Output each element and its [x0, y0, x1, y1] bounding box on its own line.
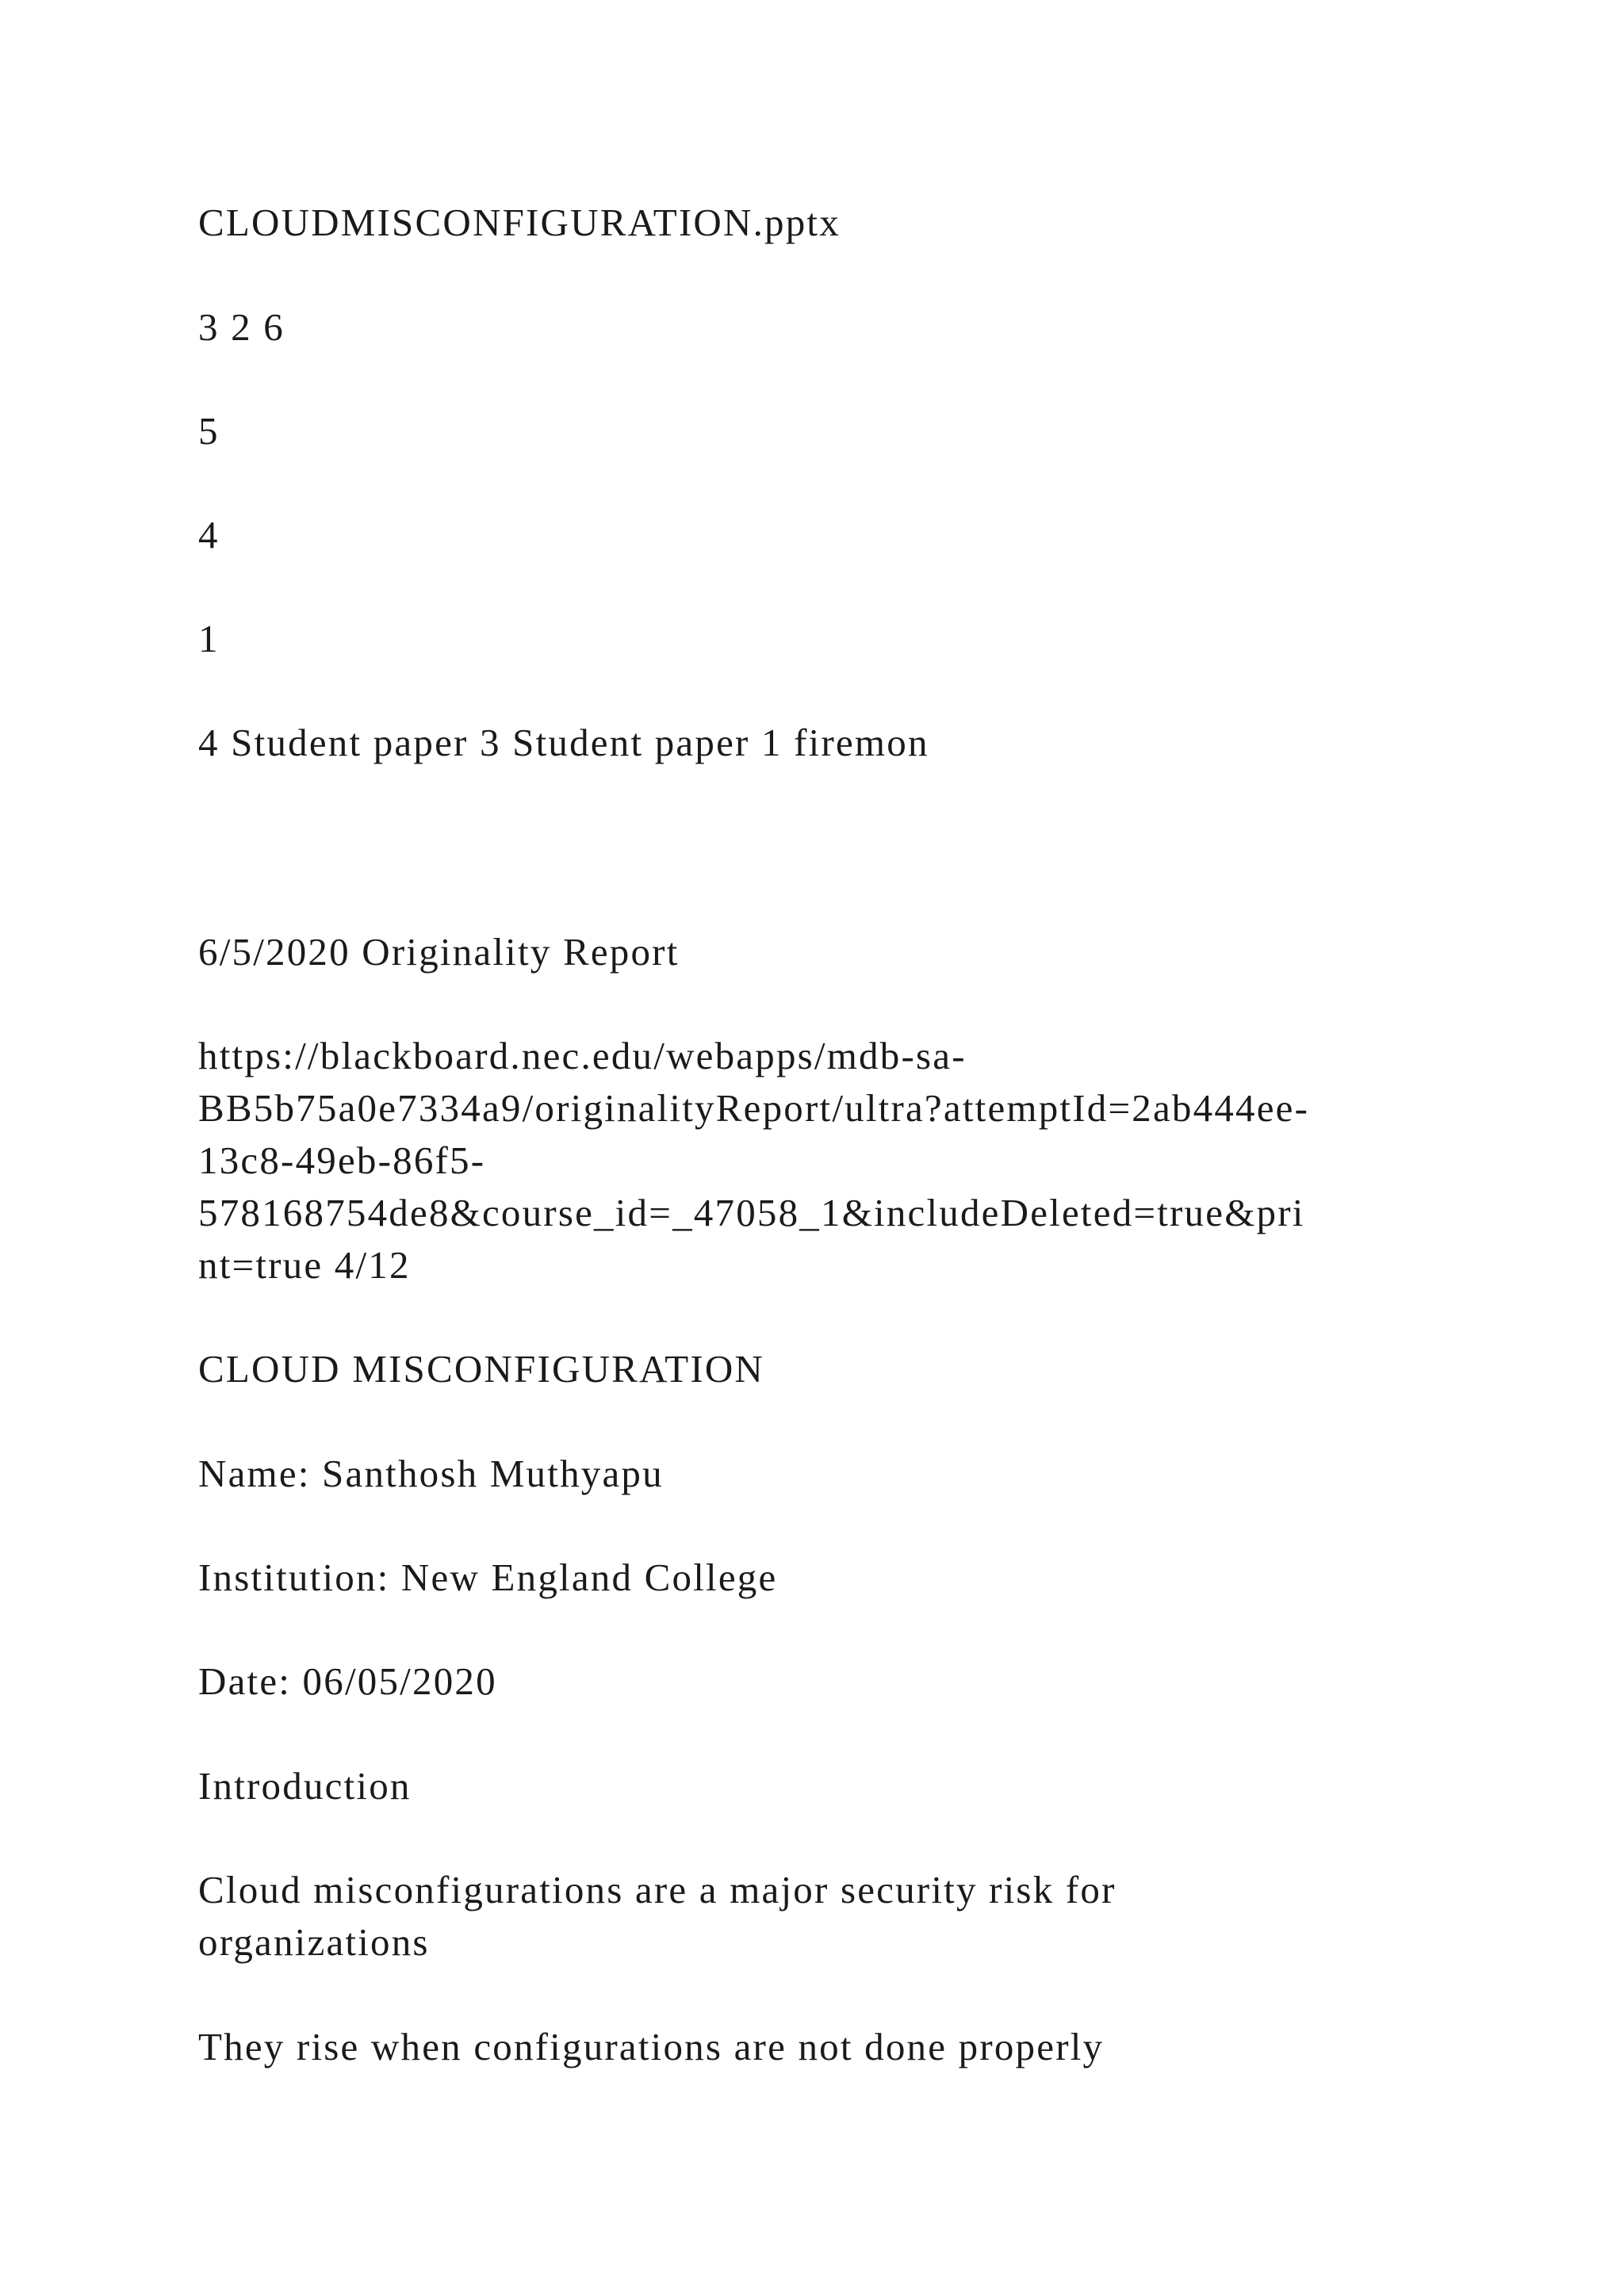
url-line: nt=true 4/12 [198, 1243, 411, 1287]
institution: Institution: New England College [198, 1556, 778, 1599]
paragraph-line: organizations [198, 1920, 430, 1964]
url-line: 13c8-49eb-86f5- [198, 1138, 486, 1182]
digits-row: 3 2 6 [198, 305, 285, 349]
document-title: CLOUD MISCONFIGURATION [198, 1347, 765, 1391]
paragraph-line: Cloud misconfigurations are a major security risk for [198, 1868, 1116, 1911]
report-header: 6/5/2020 Originality Report [198, 930, 680, 974]
sources-line: 4 Student paper 3 Student paper 1 firemon [198, 721, 929, 764]
file-name: CLOUDMISCONFIGURATION.pptx [198, 201, 841, 244]
paragraph-2: They rise when configurations are not done properly [198, 2025, 1105, 2068]
author-name: Name: Santhosh Muthyapu [198, 1452, 664, 1495]
section-heading: Introduction [198, 1764, 412, 1808]
url-line: BB5b75a0e7334a9/originalityReport/ultra?attemptId=2ab444ee- [198, 1086, 1310, 1130]
url-line: https://blackboard.nec.edu/webapps/mdb-sa- [198, 1034, 967, 1077]
url-line: 578168754de8&course_id=_47058_1&includeDeleted=true&pri [198, 1191, 1305, 1234]
digit-five: 5 [198, 409, 220, 453]
digit-one: 1 [198, 617, 220, 660]
digit-four: 4 [198, 513, 220, 557]
date: Date: 06/05/2020 [198, 1659, 497, 1703]
